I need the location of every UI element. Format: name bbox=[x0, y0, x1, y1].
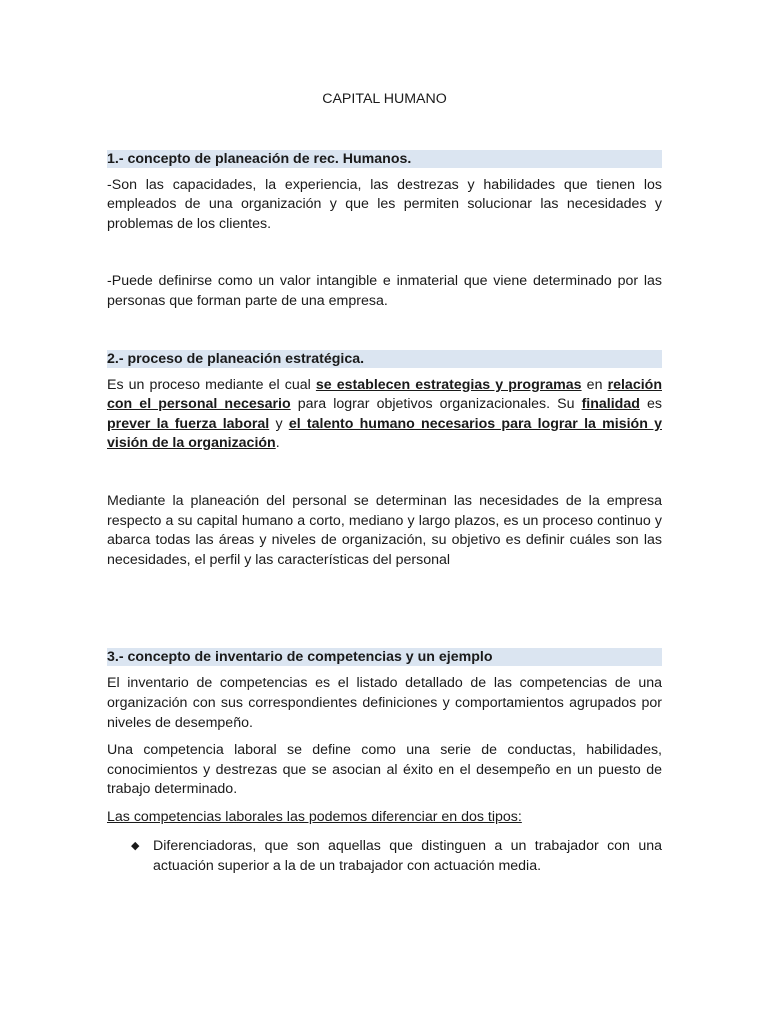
section-2-paragraph-1 bbox=[107, 376, 662, 454]
section-2-paragraph-2: Mediante la planeación del personal se determinan las necesidades de la empresa respecto a su capital humano a corto, mediano y largo plazos, es un proceso continuo y abarca todas las áreas y niveles de organización, su objetivo es definir cuáles son las necesidades, el perfil y las características del personal bbox=[107, 492, 662, 568]
emphasis-run: finalidad bbox=[581, 396, 640, 413]
text-run: y bbox=[269, 415, 289, 432]
underlined-run: Las competencias laborales las podemos diferenciar en dos tipos: bbox=[107, 808, 522, 825]
section-1-heading: 1.- concepto de planeación de rec. Humanos. bbox=[107, 150, 662, 168]
text-run: para lograr objetivos organizacionales. Su bbox=[290, 396, 582, 413]
diamond-bullet-icon: ◆ bbox=[131, 840, 140, 853]
emphasis-run: el talento humano necesarios para lograr la misión y visión de la organización bbox=[107, 415, 662, 452]
list-item bbox=[131, 837, 662, 876]
emphasis-run: se establecen estrategias y programas bbox=[315, 376, 582, 393]
section-3-paragraph-1: El inventario de competencias es el listado detallado de las competencias de una organización con sus correspondientes definiciones y comportamientos agrupados por niveles de desempeño. bbox=[107, 675, 662, 731]
section-3-paragraph-3 bbox=[107, 808, 662, 828]
section-3-heading: 3.- concepto de inventario de competencias y un ejemplo bbox=[107, 648, 662, 666]
section-1-paragraph-1: -Son las capacidades, la experiencia, las destrezas y habilidades que tienen los empleados de una organización y que les permiten solucionar las necesidades y problemas de los clientes. bbox=[107, 176, 662, 232]
document-title: CAPITAL HUMANO bbox=[322, 91, 447, 107]
section-2-heading: 2.- proceso de planeación estratégica. bbox=[107, 350, 662, 368]
text-run: . bbox=[275, 435, 280, 452]
list-item-text: Diferenciadoras, que son aquellas que distinguen a un trabajador con una actuación superior a la de un trabajador con actuación media. bbox=[153, 838, 662, 875]
section-3-paragraph-2: Una competencia laboral se define como una serie de conductas, habilidades, conocimientos y destrezas que se asocian al éxito en el desempeño en un puesto de trabajo determinado. bbox=[107, 742, 662, 798]
emphasis-run: prever la fuerza laboral bbox=[107, 415, 270, 432]
bullet-list bbox=[107, 837, 662, 876]
text-run: es bbox=[639, 396, 662, 413]
section-1-paragraph-2: -Puede definirse como un valor intangible e inmaterial que viene determinado por las personas que forman parte de una empresa. bbox=[107, 273, 662, 309]
text-run: en bbox=[581, 376, 608, 393]
emphasis-run: relación con el personal necesario bbox=[107, 376, 662, 413]
document-content bbox=[107, 90, 662, 877]
text-run: Es un proceso mediante el cual bbox=[107, 376, 316, 393]
